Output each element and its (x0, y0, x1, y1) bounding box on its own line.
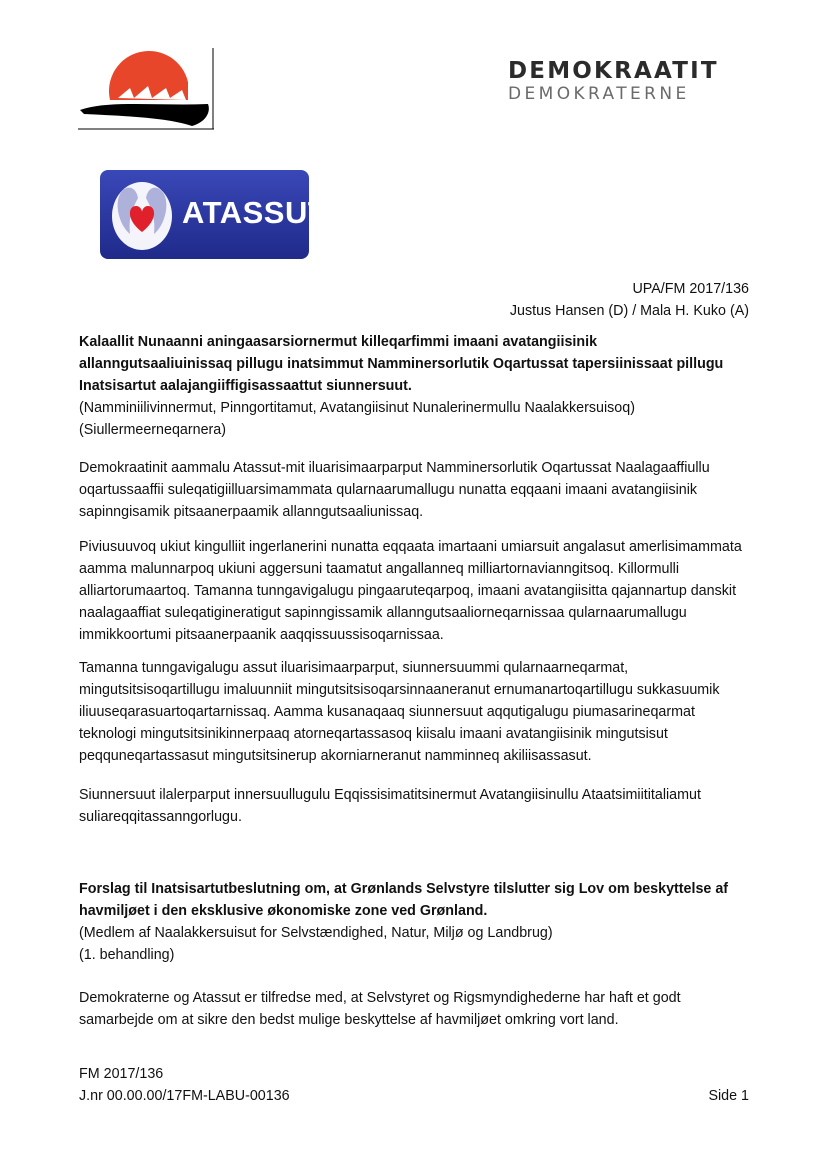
reference-block (510, 278, 749, 322)
da-subtitle-1: (Medlem af Naalakkersuisut for Selvstændighed, Natur, Miljø og Landbrug) (79, 925, 553, 941)
kl-paragraph-2 (79, 536, 751, 646)
da-title: Forslag til Inatsisartutbeslutning om, at Grønlands Selvstyre tilslutter sig Lov om beskyttelse af havmiljøet i den eksklusive økonomiske zone ved Grønland. (79, 881, 729, 919)
kl-paragraph-3-text: Tamanna tunngavigalugu assut iluarisimaarparput, siunnersuummi qularnaarneqarmat, mingutsitsisoqartillugu imaluunniit mingutsitsisoqarsinnaaneranut ernumanartoqartillugu sukkasuumik iliuuseqarasuartoqartarnissaq. Aamma kusanaqaaq siunnersuut aqqutigalugu piumasarineqarmat teknologi mingutsitsinikinnerpaaq atorneqartassasoq kiisalu imaani avatangiisinik mingutsisut peqquneqartassasut mingutsitsinerup akorniarneranut namminneq akiliisassasut. (79, 660, 720, 764)
atassut-logo (100, 170, 328, 259)
demokraatit-wordmark (508, 58, 728, 104)
da-paragraph-1 (79, 987, 751, 1031)
kl-paragraph-1 (79, 457, 751, 523)
reference-number: UPA/FM 2017/136 (632, 281, 749, 297)
da-paragraph-1-text: Demokraterne og Atassut er tilfredse med, at Selvstyret og Rigsmyndighederne har haft et godt samarbejde om at sikre den bedst mulige beskyttelse af havmiljøet omkring vort land. (79, 990, 681, 1028)
da-subtitle-2: (1. behandling) (79, 947, 175, 963)
footer-left (79, 1063, 290, 1107)
kl-section-header (79, 331, 751, 441)
reference-authors: Justus Hansen (D) / Mala H. Kuko (A) (509, 303, 749, 319)
kl-title: Kalaallit Nunaanni aningaasarsiornermut killeqarfimmi imaani avatangiisinik allanngutsaaliuinissaq pillugu inatsimmut Namminersorlutik Oqartussat tapersiinissaat pillugu Inatsisartut aalajangiiffigisassaattut siunnersuut. (79, 334, 724, 394)
kl-paragraph-1-text: Demokraatinit aammalu Atassut-mit iluarisimaarparput Namminersorlutik Oqartussat Naalagaaffiullu oqartussaaffii suleqatigiilluarsimammata qularnaarumallugu nunatta eqqaani imaani avatangiisinik sapinngisamik pitsaanerpaamik allanngutsaaliunissaq. (79, 460, 710, 520)
demokraterne-name: DEMOKRATERNE (508, 84, 690, 104)
page-number: Side 1 (708, 1088, 749, 1104)
kl-paragraph-4 (79, 784, 751, 828)
kl-paragraph-3 (79, 657, 751, 767)
footer-fm: FM 2017/136 (79, 1066, 164, 1082)
kl-subtitle-1: (Namminiilivinnermut, Pinngortitamut, Avatangiisinut Nunalerinermullu Naalakkersuisoq) (79, 400, 635, 416)
demokraatit-name: DEMOKRAATIT (508, 58, 719, 84)
da-section-header (79, 878, 751, 966)
kl-paragraph-2-text: Piviusuuvoq ukiut kingulliit ingerlanerini nunatta eqqaata imartaani umiarsuit angalasut amerlisimammata aamma malunnarpoq ukiuni aggersuni taamatut angallanneq milliartornavianngitsoq. Killormulli alliartorumaartoq. Tamanna tunngavigalugu pingaaruteqarpoq, imaani avatangiisitta qajannartup danskit naalagaaffiat suleqatigineratigut sapinngissamik allanngutsaaliorneqarnissaa qularnaarumallugu immikkoortumi pitsaanerpaanik aaqqissuussisoqarnissaa. (79, 539, 742, 643)
footer-jnr: J.nr 00.00.00/17FM-LABU-00136 (79, 1088, 290, 1104)
kl-subtitle-2: (Siullermeerneqarnera) (79, 422, 227, 438)
kl-paragraph-4-text: Siunnersuut ilalerparput innersuullugulu Eqqissisimatitsinermut Avatangiisinullu Ataatsimiititaliamut suliareqqitassanngorlugu. (79, 787, 701, 825)
atassut-name: ATASSUT (182, 195, 328, 230)
atassut-emblem-icon (106, 176, 178, 252)
demokraatit-sun-logo (78, 48, 214, 130)
